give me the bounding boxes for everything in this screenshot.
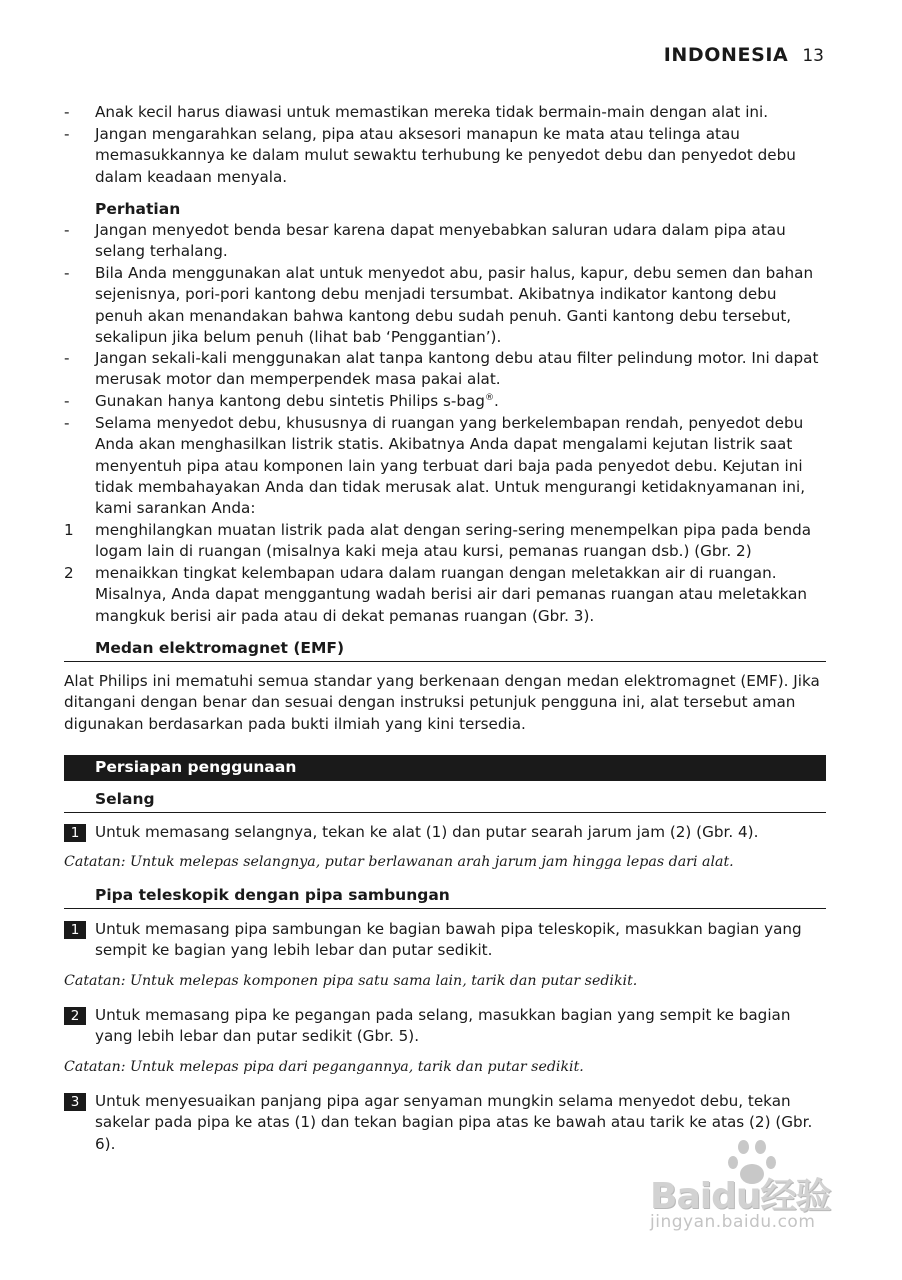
- list-marker: -: [64, 103, 70, 121]
- list-item: [64, 220, 826, 263]
- language-label: INDONESIA: [663, 44, 789, 66]
- emf-heading-text: Medan elektromagnet (EMF): [95, 639, 345, 657]
- list-marker: 1: [64, 521, 74, 539]
- page-header: [664, 44, 824, 66]
- tube-heading-text: Pipa teleskopik dengan pipa sambungan: [95, 886, 450, 904]
- emf-paragraph: Alat Philips ini mematuhi semua standar yang berkenaan dengan medan elektromagnet (EMF). Jika ditangani dengan benar dan sesuai dengan instruksi petunjuk pengguna ini, alat tersebut aman digunakan berdasarkan pada bukti ilmiah yang kini tersedia.: [64, 672, 820, 733]
- list-item-text: Gunakan hanya kantong debu sintetis Philips s-bag®.: [95, 392, 499, 410]
- list-item: [64, 348, 826, 391]
- step-item: [64, 1005, 826, 1048]
- list-marker: 2: [64, 564, 74, 582]
- list-item: [64, 391, 826, 412]
- list-item-text: Selama menyedot debu, khususnya di ruangan yang berkelembapan rendah, penyedot debu Anda akan menghasilkan listrik statis. Akibatnya Anda dapat mengalami kejutan listrik saat menyentuh pipa atau komponen lain yang terbuat dari baja pada penyedot debu. Kejutan ini tidak membahayakan Anda dan tidak merusak alat. Untuk mengurangi ketidaknyamanan ini, kami sarankan Anda:: [95, 414, 806, 518]
- section-title: Persiapan penggunaan: [95, 758, 297, 776]
- step-text: Untuk menyesuaikan panjang pipa agar senyaman mungkin selama menyedot debu, tekan sakelar pada pipa ke atas (1) dan tekan bagian pipa atas ke bawah atau tarik ke atas (2) (Gbr. 6).: [95, 1092, 813, 1153]
- list-item: [64, 563, 826, 627]
- list-item-text: Jangan sekali-kali menggunakan alat tanpa kantong debu atau filter pelindung motor. Ini dapat merusak motor dan memperpendek masa pakai alat.: [95, 349, 819, 389]
- step-text: Untuk memasang pipa ke pegangan pada selang, masukkan bagian yang sempit ke bagian yang lebih lebar dan putar sedikit (Gbr. 5).: [95, 1006, 791, 1046]
- list-item-text: menaikkan tingkat kelembapan udara dalam ruangan dengan meletakkan air di ruangan. Misalnya, Anda dapat menggantung wadah berisi air dari pemanas ruangan atau meletakkan mangkuk berisi air pada atau di dekat pemanas ruangan (Gbr. 3).: [95, 564, 808, 625]
- step-number: 2: [64, 1007, 86, 1025]
- list-marker: -: [64, 392, 70, 410]
- step-item: [64, 822, 826, 843]
- list-item: [64, 124, 826, 188]
- watermark-url: jingyan.baidu.com: [650, 1212, 816, 1232]
- hose-heading-text: Selang: [95, 790, 155, 808]
- page-number: 13: [802, 46, 824, 66]
- step-number: 1: [64, 921, 86, 939]
- step-text: Untuk memasang selangnya, tekan ke alat (1) dan putar searah jarum jam (2) (Gbr. 4).: [95, 823, 759, 841]
- note-text: Catatan: Untuk melepas komponen pipa satu sama lain, tarik dan putar sedikit.: [64, 973, 638, 989]
- step-number: 1: [64, 824, 86, 842]
- list-item-text: Bila Anda menggunakan alat untuk menyedot abu, pasir halus, kapur, debu semen dan bahan sejenisnya, pori-pori kantong debu menjadi tersumbat. Akibatnya indikator kantong debu penuh akan menandakan bahwa kantong debu sudah penuh. Ganti kantong debu tersebut, sekalipun jika belum penuh (lihat bab ‘Penggantian’).: [95, 264, 814, 346]
- watermark-logo: Baidu经验: [650, 1176, 831, 1217]
- list-item: [64, 263, 826, 348]
- step-text: Untuk memasang pipa sambungan ke bagian bawah pipa teleskopik, masukkan bagian yang sempit ke bagian yang lebih lebar dan putar sedikit.: [95, 920, 802, 960]
- list-item-text: Jangan menyedot benda besar karena dapat menyebabkan saluran udara dalam pipa atau selang terhalang.: [95, 221, 786, 261]
- list-marker: -: [64, 125, 70, 143]
- note-text: Catatan: Untuk melepas selangnya, putar berlawanan arah jarum jam hingga lepas dari alat.: [64, 854, 734, 870]
- emf-heading: [64, 639, 826, 662]
- step-item: [64, 919, 826, 962]
- tube-heading: [64, 886, 826, 909]
- list-item-text: Jangan mengarahkan selang, pipa atau aksesori manapun ke mata atau telinga atau memasukkannya ke dalam mulut sewaktu terhubung ke penyedot debu dan penyedot debu dalam keadaan menyala.: [95, 125, 796, 186]
- list-item-text: menghilangkan muatan listrik pada alat dengan sering-sering menempelkan pipa pada benda logam lain di ruangan (misalnya kaki meja atau kursi, pemanas ruangan dsb.) (Gbr. 2): [95, 521, 812, 561]
- section-title-bar: [64, 755, 826, 781]
- list-item-text: Anak kecil harus diawasi untuk memastikan mereka tidak bermain-main dengan alat ini.: [95, 103, 769, 121]
- caution-heading: Perhatian: [95, 200, 181, 218]
- list-item: [64, 520, 826, 563]
- list-marker: -: [64, 349, 70, 367]
- list-marker: -: [64, 264, 70, 282]
- note-text: Catatan: Untuk melepas pipa dari pegangannya, tarik dan putar sedikit.: [64, 1059, 584, 1075]
- list-marker: -: [64, 221, 70, 239]
- registered-mark: ®: [484, 392, 494, 403]
- hose-heading: [64, 790, 826, 813]
- list-item: [64, 413, 826, 519]
- list-marker: -: [64, 414, 70, 432]
- list-item: [64, 102, 826, 123]
- step-number: 3: [64, 1093, 86, 1111]
- step-item: [64, 1091, 826, 1155]
